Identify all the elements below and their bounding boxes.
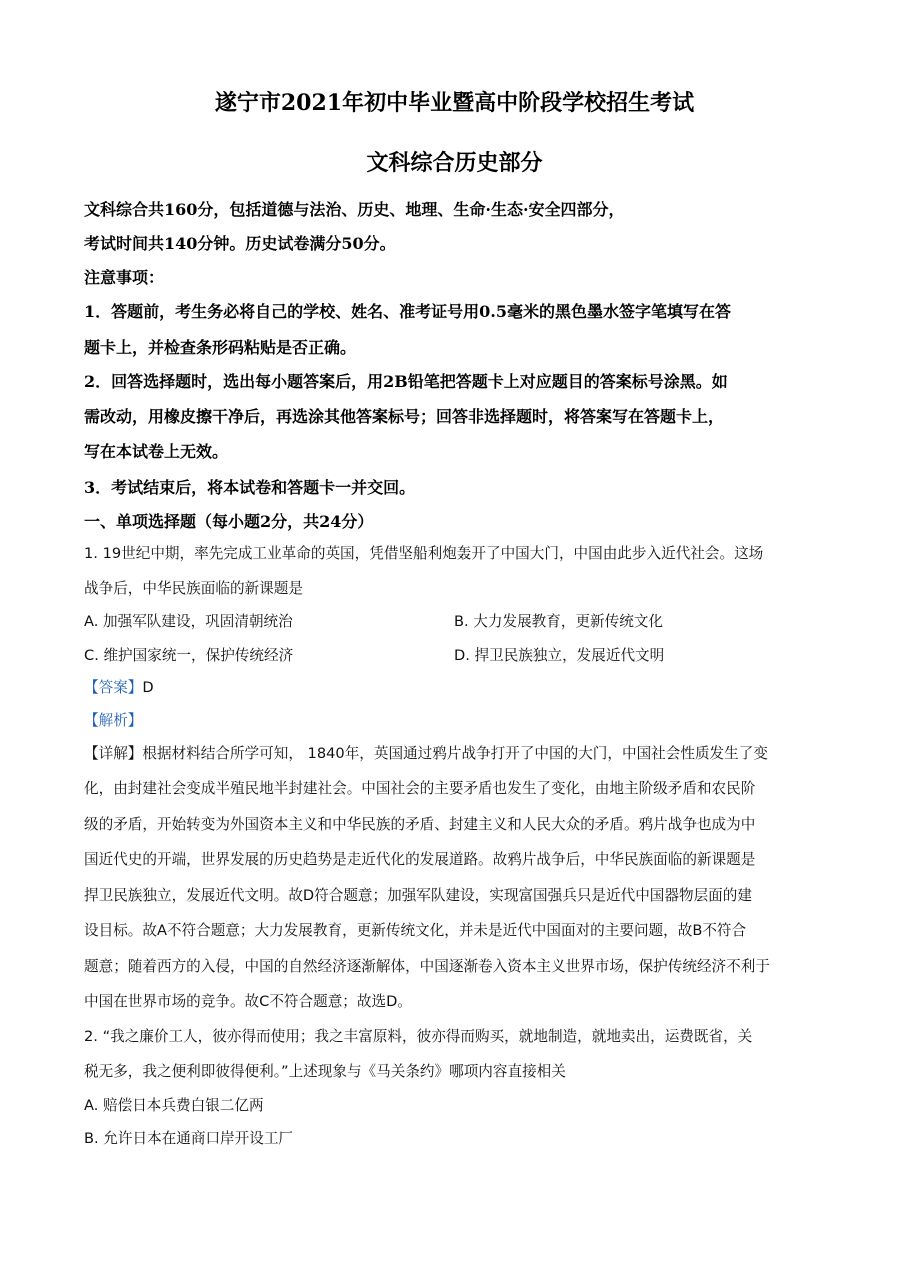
q1-detail-line-8: 中国在世界市场的竞争。故C不符合题意；故选D。 (84, 993, 412, 1010)
q1-detail-line-6: 设目标。故A不符合题意；大力发展教育，更新传统文化，并未是近代中国面对的主要问题，故B不符合 (84, 922, 747, 939)
q1-option-d: D. 捍卫民族独立，发展近代文明 (454, 647, 665, 664)
q1-option-a: A. 加强军队建设，巩固清朝统治 (84, 613, 293, 630)
q1-detail-line-1 (84, 743, 834, 765)
notice-2-line-3: 写在本试卷上无效。 (84, 442, 229, 461)
q2-stem-line-1: 2. “我之廉价工人，彼亦得而使用；我之丰富原料，彼亦得而购买，就地制造，就地卖出，运费既省，关 (84, 1028, 753, 1045)
detail-tag: 【详解】 (84, 745, 143, 762)
q1-detail-line-4: 国近代史的开端，世界发展的历史趋势是走近代化的发展道路。故鸦片战争后，中华民族面临的新课题是 (84, 851, 756, 868)
q2-stem-line-2: 税无多，我之便利即彼得便利。”上述现象与《马关条约》哪项内容直接相关 (84, 1063, 566, 1080)
analysis-tag: 【解析】 (84, 712, 143, 729)
q1-detail-line-5: 捍卫民族独立，发展近代文明。故D符合题意；加强军队建设，实现富国强兵只是近代中国器物层面的建 (84, 887, 752, 904)
answer-tag: 【答案】 (84, 679, 143, 696)
q1-detail-line-2: 化，由封建社会变成半殖民地半封建社会。中国社会的主要矛盾也发生了变化，由地主阶级矛盾和农民阶 (84, 780, 756, 797)
notice-2-line-1: 2．回答选择题时，选出每小题答案后，用2B铅笔把答题卡上对应题目的答案标号涂黑。如 (84, 372, 728, 391)
section-1-heading: 一、单项选择题（每小题2分，共24分） (84, 512, 374, 531)
exam-title: 遂宁市2021年初中毕业暨高中阶段学校招生考试 (214, 90, 695, 116)
notice-2-line-2: 需改动，用橡皮擦干净后，再选涂其他答案标号；回答非选择题时，将答案写在答题卡上， (84, 407, 725, 426)
answer-value: D (142, 679, 154, 696)
q2-option-b: B. 允许日本在通商口岸开设工厂 (84, 1130, 294, 1147)
q1-option-b: B. 大力发展教育，更新传统文化 (454, 613, 664, 630)
q1-detail-line-7: 题意；随着西方的入侵，中国的自然经济逐渐解体，中国逐渐卷入资本主义世界市场，保护传统经济不利于 (84, 958, 770, 975)
notice-1-line-1: 1．答题前，考生务必将自己的学校、姓名、准考证号用0.5毫米的黑色墨水签字笔填写在答 (84, 302, 731, 321)
q1-analysis-tag (84, 710, 834, 732)
notice-3: 3．考试结束后，将本试卷和答题卡一并交回。 (84, 478, 416, 497)
q1-stem-line-1: 1. 19世纪中期，率先完成工业革命的英国，凭借坚船利炮轰开了中国大门，中国由此步入近代社会。这场 (84, 545, 764, 562)
q1-answer-line (84, 677, 834, 699)
q2-option-a: A. 赔偿日本兵费白银二亿两 (84, 1097, 264, 1114)
intro-line-2: 考试时间共140分钟。历史试卷满分50分。 (84, 234, 396, 253)
intro-line-1: 文科综合共160分，包括道德与法治、历史、地理、生命·生态·安全四部分， (84, 200, 625, 219)
q1-detail-line-3: 级的矛盾，开始转变为外国资本主义和中华民族的矛盾、封建主义和人民大众的矛盾。鸦片战争也成为中 (84, 816, 756, 833)
exam-subtitle: 文科综合历史部分 (366, 150, 543, 176)
notice-heading: 注意事项： (84, 268, 165, 287)
notice-1-line-2: 题卡上，并检查条形码粘贴是否正确。 (84, 338, 357, 357)
q1-stem-line-2: 战争后，中华民族面临的新课题是 (84, 580, 303, 597)
q1-option-c: C. 维护国家统一，保护传统经济 (84, 647, 294, 664)
detail-text: 根据材料结合所学可知， 1840年，英国通过鸦片战争打开了中国的大门，中国社会性质发生了变 (142, 745, 768, 762)
